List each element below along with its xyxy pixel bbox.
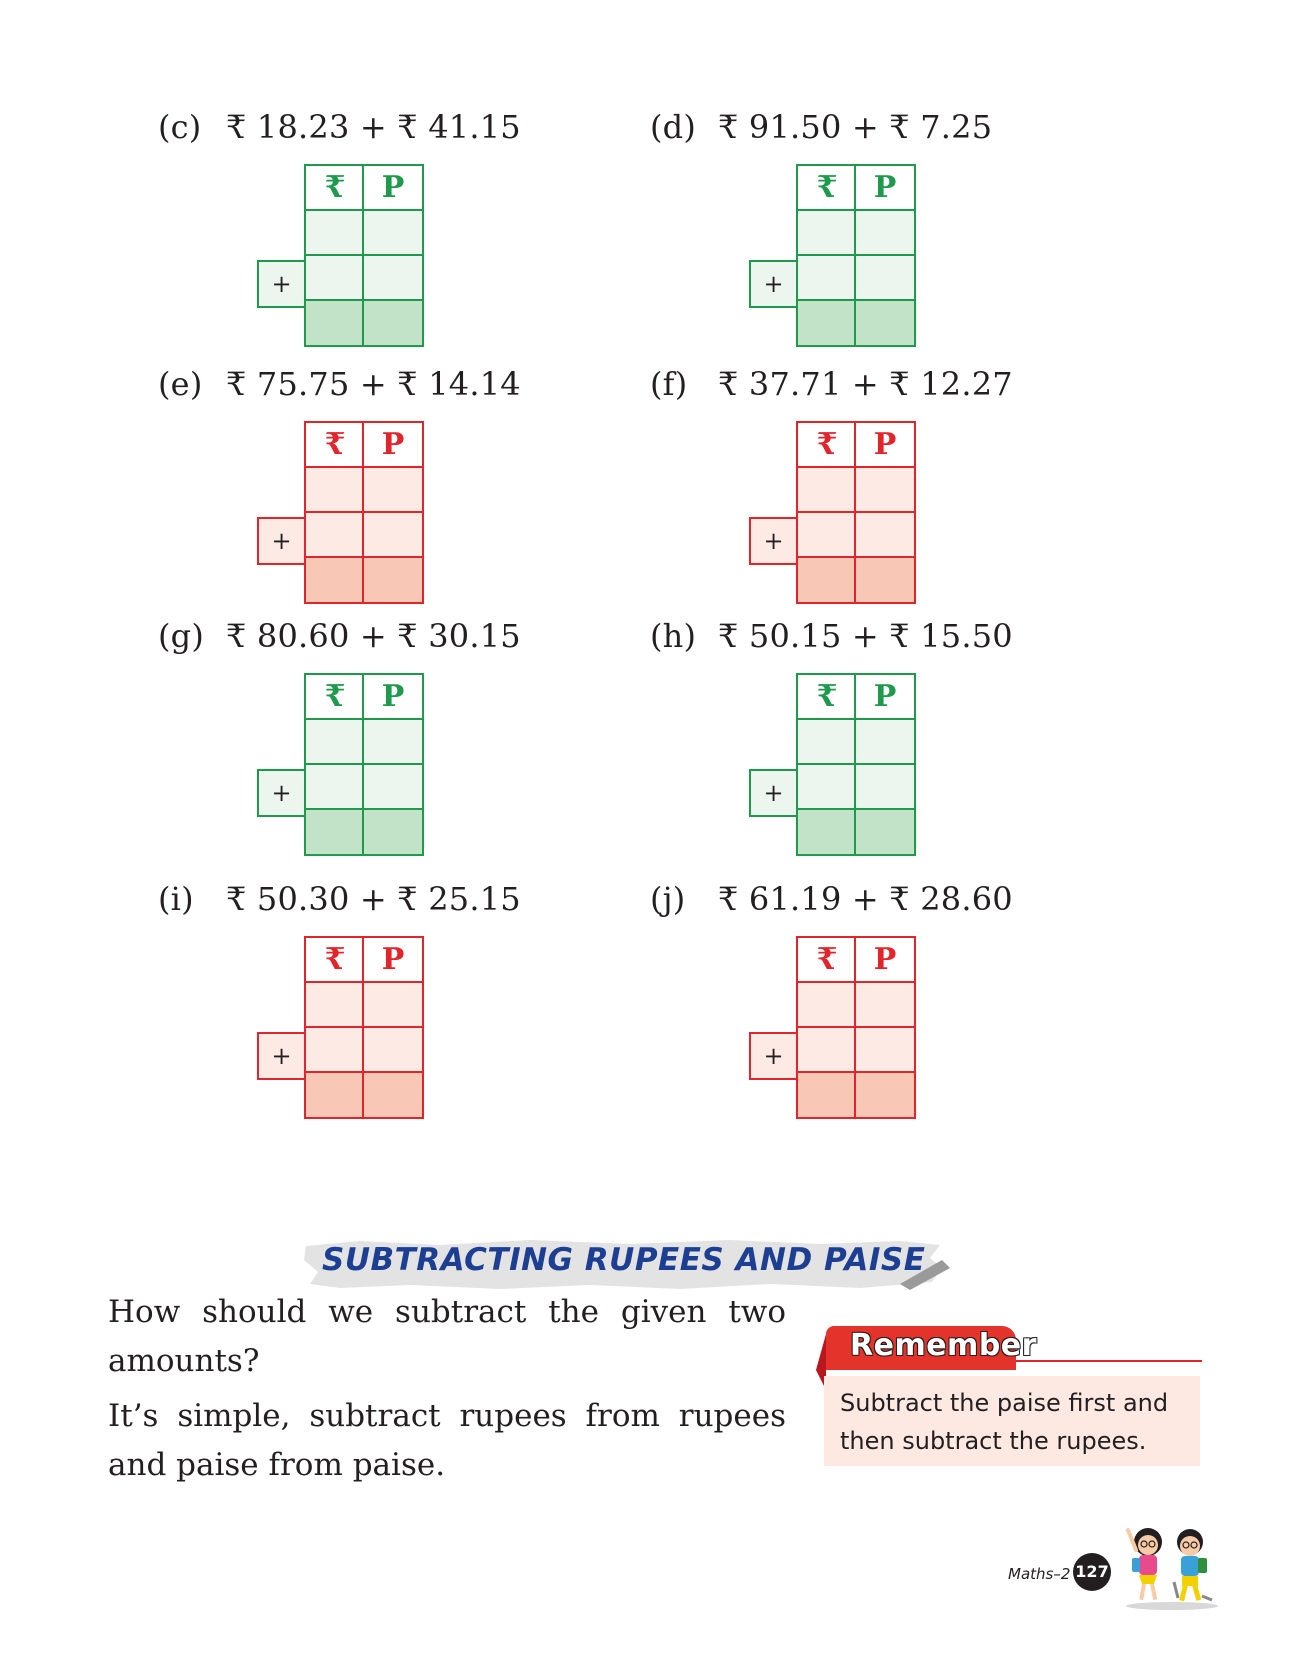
plus-sign: + — [749, 1032, 798, 1080]
problem-letter: (j) — [650, 880, 686, 918]
addition-grid — [763, 164, 921, 355]
rupee-header: ₹ — [796, 673, 858, 721]
problem-letter: (d) — [650, 108, 697, 146]
problem-expression: ₹ 37.71 + ₹ 12.27 — [718, 365, 1013, 403]
rupee-answer-cell[interactable] — [304, 1071, 366, 1119]
addition-grid — [271, 421, 429, 612]
problem-label — [650, 365, 1013, 403]
addition-grid — [271, 936, 429, 1127]
paise-header: P — [854, 421, 916, 469]
paise-answer-cell[interactable] — [362, 808, 424, 856]
paise-input-cell[interactable] — [362, 1026, 424, 1074]
problem — [650, 617, 1070, 857]
answer-line-1: It’s simple, subtract rupees from rupees — [108, 1398, 786, 1434]
problem-letter: (e) — [158, 365, 203, 403]
remember-line-2: then subtract the rupees. — [840, 1427, 1147, 1455]
paise-answer-cell[interactable] — [362, 299, 424, 347]
problem-label — [650, 880, 1013, 918]
addition-grid — [763, 673, 921, 864]
rupee-input-cell[interactable] — [304, 718, 366, 766]
problem — [158, 108, 578, 348]
paise-header: P — [362, 421, 424, 469]
problem-label — [158, 108, 521, 146]
problem-label — [158, 365, 521, 403]
rupee-input-cell[interactable] — [304, 466, 366, 514]
paise-input-cell[interactable] — [854, 511, 916, 559]
rupee-input-cell[interactable] — [796, 763, 858, 811]
rupee-answer-cell[interactable] — [304, 556, 366, 604]
paise-input-cell[interactable] — [854, 981, 916, 1029]
remember-body — [824, 1376, 1200, 1466]
question-paragraph — [108, 1288, 786, 1386]
rupee-input-cell[interactable] — [796, 254, 858, 302]
paise-input-cell[interactable] — [854, 718, 916, 766]
paise-header: P — [854, 164, 916, 212]
problem-letter: (f) — [650, 365, 688, 403]
rupee-input-cell[interactable] — [304, 763, 366, 811]
paise-input-cell[interactable] — [854, 209, 916, 257]
paise-header: P — [362, 936, 424, 984]
kids-illustration-icon — [1118, 1520, 1224, 1610]
paise-header: P — [854, 673, 916, 721]
paise-answer-cell[interactable] — [854, 808, 916, 856]
problem — [650, 880, 1070, 1120]
paise-input-cell[interactable] — [854, 1026, 916, 1074]
problem-label — [650, 108, 992, 146]
problem — [650, 108, 1070, 348]
rupee-input-cell[interactable] — [796, 1026, 858, 1074]
addition-grid — [763, 936, 921, 1127]
addition-grid — [271, 673, 429, 864]
remember-title: Remember — [850, 1328, 1037, 1363]
paise-answer-cell[interactable] — [362, 556, 424, 604]
problem-expression: ₹ 50.15 + ₹ 15.50 — [718, 617, 1013, 655]
paise-answer-cell[interactable] — [854, 299, 916, 347]
rupee-input-cell[interactable] — [796, 511, 858, 559]
remember-text — [840, 1384, 1200, 1460]
paise-answer-cell[interactable] — [854, 1071, 916, 1119]
problem — [158, 365, 578, 605]
question-line-2: amounts? — [108, 1343, 260, 1379]
paise-input-cell[interactable] — [854, 254, 916, 302]
paise-input-cell[interactable] — [854, 763, 916, 811]
plus-sign: + — [749, 517, 798, 565]
rupee-answer-cell[interactable] — [796, 808, 858, 856]
book-title: Maths–2 — [1008, 1565, 1071, 1583]
rupee-answer-cell[interactable] — [796, 556, 858, 604]
rupee-header: ₹ — [796, 164, 858, 212]
remember-line-1: Subtract the paise first and — [840, 1389, 1169, 1417]
paise-input-cell[interactable] — [362, 718, 424, 766]
addition-grid — [271, 164, 429, 355]
problem-expression: ₹ 80.60 + ₹ 30.15 — [226, 617, 521, 655]
paise-answer-cell[interactable] — [362, 1071, 424, 1119]
paise-input-cell[interactable] — [362, 209, 424, 257]
page-number: 127 — [1073, 1553, 1111, 1591]
paise-input-cell[interactable] — [362, 763, 424, 811]
problem-expression: ₹ 61.19 + ₹ 28.60 — [718, 880, 1013, 918]
rupee-header: ₹ — [304, 936, 366, 984]
problem-expression: ₹ 50.30 + ₹ 25.15 — [226, 880, 521, 918]
rupee-input-cell[interactable] — [304, 254, 366, 302]
plus-sign: + — [749, 769, 798, 817]
rupee-answer-cell[interactable] — [304, 299, 366, 347]
rupee-input-cell[interactable] — [796, 209, 858, 257]
rupee-answer-cell[interactable] — [796, 1071, 858, 1119]
problem-expression: ₹ 91.50 + ₹ 7.25 — [718, 108, 993, 146]
problem — [158, 617, 578, 857]
paise-input-cell[interactable] — [362, 466, 424, 514]
problem — [650, 365, 1070, 605]
paise-input-cell[interactable] — [362, 981, 424, 1029]
question-line-1: How should we subtract the given two — [108, 1294, 786, 1330]
paise-input-cell[interactable] — [362, 511, 424, 559]
rupee-answer-cell[interactable] — [304, 808, 366, 856]
rupee-input-cell[interactable] — [304, 1026, 366, 1074]
rupee-header: ₹ — [304, 421, 366, 469]
problem — [158, 880, 578, 1120]
paise-answer-cell[interactable] — [854, 556, 916, 604]
problem-letter: (h) — [650, 617, 697, 655]
rupee-header: ₹ — [304, 164, 366, 212]
problem-label — [158, 617, 521, 655]
answer-line-2: and paise from paise. — [108, 1447, 446, 1483]
remember-box — [812, 1326, 1204, 1469]
rupee-answer-cell[interactable] — [796, 299, 858, 347]
rupee-input-cell[interactable] — [304, 209, 366, 257]
problem-letter: (c) — [158, 108, 202, 146]
rupee-input-cell[interactable] — [304, 981, 366, 1029]
plus-sign: + — [257, 1032, 306, 1080]
rupee-input-cell[interactable] — [304, 511, 366, 559]
section-heading-text: SUBTRACTING RUPEES AND PAISE — [322, 1242, 926, 1278]
paise-input-cell[interactable] — [362, 254, 424, 302]
addition-grid — [763, 421, 921, 612]
rupee-header: ₹ — [304, 673, 366, 721]
problem-letter: (g) — [158, 617, 205, 655]
rupee-input-cell[interactable] — [796, 466, 858, 514]
problem-expression: ₹ 18.23 + ₹ 41.15 — [226, 108, 521, 146]
remember-tab — [826, 1326, 1037, 1370]
problem-label — [650, 617, 1013, 655]
plus-sign: + — [257, 260, 306, 308]
plus-sign: + — [257, 517, 306, 565]
plus-sign: + — [257, 769, 306, 817]
paise-header: P — [362, 164, 424, 212]
problem-letter: (i) — [158, 880, 194, 918]
rupee-input-cell[interactable] — [796, 718, 858, 766]
paise-input-cell[interactable] — [854, 466, 916, 514]
rupee-header: ₹ — [796, 936, 858, 984]
paise-header: P — [362, 673, 424, 721]
answer-paragraph — [108, 1392, 786, 1490]
paise-header: P — [854, 936, 916, 984]
rupee-header: ₹ — [796, 421, 858, 469]
problem-label — [158, 880, 521, 918]
problem-expression: ₹ 75.75 + ₹ 14.14 — [226, 365, 521, 403]
rupee-input-cell[interactable] — [796, 981, 858, 1029]
plus-sign: + — [749, 260, 798, 308]
